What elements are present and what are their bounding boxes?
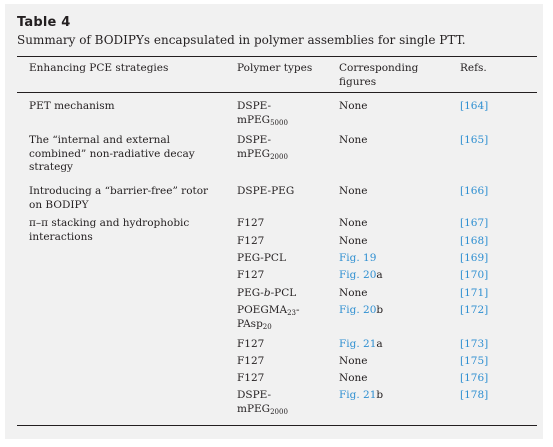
table-label: Table 4 xyxy=(17,15,71,30)
table-row-polymer: F127 xyxy=(237,269,265,281)
polymer-name: POEGMA xyxy=(237,304,288,316)
table-bottom-rule xyxy=(17,425,537,426)
table-row-ref[interactable]: [178] xyxy=(460,389,489,401)
figure-link[interactable]: Fig. 21 xyxy=(339,389,377,401)
table-row-ref[interactable]: [165] xyxy=(460,134,489,146)
table-row-ref[interactable]: [175] xyxy=(460,355,489,367)
table-top-rule xyxy=(17,56,537,57)
polymer-name: mPEG xyxy=(237,147,271,160)
table-row-figure: None xyxy=(339,235,368,247)
polymer-line1 xyxy=(237,304,300,318)
table-caption: Summary of BODIPYs encapsulated in polymer assemblies for single PTT. xyxy=(17,33,466,47)
strategy-internal-line3: strategy xyxy=(29,161,73,173)
table-row-polymer xyxy=(237,389,288,416)
table-row-polymer xyxy=(237,100,288,127)
figure-link[interactable]: Fig. 21 xyxy=(339,338,377,350)
polymer-line2 xyxy=(237,114,288,128)
table-row-polymer xyxy=(237,134,288,161)
table-row-polymer xyxy=(237,304,300,331)
polymer-line1: DSPE- xyxy=(237,389,272,401)
strategy-stacking-line2: interactions xyxy=(29,230,93,243)
polymer-name: PAsp xyxy=(237,317,263,330)
strategy-rotor-line1: Introducing a “barrier-free” rotor xyxy=(29,185,209,197)
table-row-polymer xyxy=(237,287,296,301)
table-row-ref[interactable]: [168] xyxy=(460,235,489,247)
table-row-figure: None xyxy=(339,100,368,112)
table-row-polymer: F127 xyxy=(237,217,265,229)
table-row-polymer: F127 xyxy=(237,338,265,350)
table-row-figure: None xyxy=(339,185,368,197)
polymer-line1: DSPE- xyxy=(237,134,272,146)
figure-suffix: a xyxy=(376,338,383,350)
polymer-subscript: 2000 xyxy=(270,152,288,161)
polymer-subscript: 2000 xyxy=(270,407,288,416)
table-row-ref[interactable]: [171] xyxy=(460,287,489,299)
polymer-hyphen: - xyxy=(295,304,300,316)
header-figures-line1: Corresponding xyxy=(339,62,419,74)
table-row-figure xyxy=(339,269,383,283)
polymer-line2 xyxy=(237,318,300,332)
table-row-figure xyxy=(339,338,383,352)
table-row-polymer: PEG-PCL xyxy=(237,252,286,264)
header-figures xyxy=(339,62,418,89)
polymer-suffix: -PCL xyxy=(270,287,297,299)
table-row-figure: None xyxy=(339,372,368,384)
figure-suffix: b xyxy=(376,389,384,401)
polymer-subscript: 23 xyxy=(287,309,296,317)
table-row-polymer: F127 xyxy=(237,235,265,247)
strategy-pet: PET mechanism xyxy=(29,100,115,112)
figure-link[interactable]: Fig. 20 xyxy=(339,304,377,316)
header-polymer: Polymer types xyxy=(237,62,313,74)
strategy-pi-stacking xyxy=(29,217,189,244)
figure-link[interactable]: Fig. 20 xyxy=(339,269,377,281)
table-row-polymer: DSPE-PEG xyxy=(237,185,295,197)
polymer-subscript: 20 xyxy=(262,322,272,331)
table-row-ref[interactable]: [169] xyxy=(460,252,489,264)
polymer-italic: b xyxy=(263,287,271,299)
table-row-ref[interactable]: [164] xyxy=(460,100,489,112)
table-row-figure xyxy=(339,389,383,403)
strategy-internal-external xyxy=(29,134,195,175)
polymer-line2 xyxy=(237,148,288,162)
strategy-stacking-line1: π–π stacking and hydrophobic xyxy=(29,217,190,229)
table-row-figure xyxy=(339,304,383,318)
table-row-polymer: F127 xyxy=(237,372,265,384)
strategy-internal-line2: combined” non-radiative decay xyxy=(29,147,195,160)
polymer-name: mPEG xyxy=(237,402,271,415)
polymer-line1: DSPE- xyxy=(237,100,272,112)
table-row-ref[interactable]: [172] xyxy=(460,304,489,316)
table-row-ref[interactable]: [167] xyxy=(460,217,489,229)
table-panel xyxy=(5,4,543,439)
figure-suffix: b xyxy=(376,304,384,316)
header-figures-line2: figures xyxy=(339,75,377,88)
table-header-rule xyxy=(17,92,537,93)
table-row-ref[interactable]: [173] xyxy=(460,338,489,350)
table-row-figure: None xyxy=(339,355,368,367)
table-row-polymer: F127 xyxy=(237,355,265,367)
strategy-internal-line1: The “internal and external xyxy=(29,134,171,146)
polymer-subscript: 5000 xyxy=(270,118,288,127)
table-row-figure: None xyxy=(339,287,368,299)
table-row-ref[interactable]: [170] xyxy=(460,269,489,281)
table-row-ref[interactable]: [166] xyxy=(460,185,489,197)
polymer-name: mPEG xyxy=(237,113,271,126)
strategy-barrier-free-rotor xyxy=(29,185,208,212)
table-row-figure: None xyxy=(339,134,368,146)
polymer-prefix: PEG- xyxy=(237,287,264,299)
figure-suffix: a xyxy=(376,269,383,281)
table-row-figure: None xyxy=(339,217,368,229)
header-strategy: Enhancing PCE strategies xyxy=(29,62,169,74)
polymer-line2 xyxy=(237,403,288,417)
header-refs: Refs. xyxy=(460,62,487,74)
table-row-figure-link[interactable]: Fig. 19 xyxy=(339,252,377,264)
strategy-rotor-line2: on BODIPY xyxy=(29,198,89,211)
table-row-ref[interactable]: [176] xyxy=(460,372,489,384)
